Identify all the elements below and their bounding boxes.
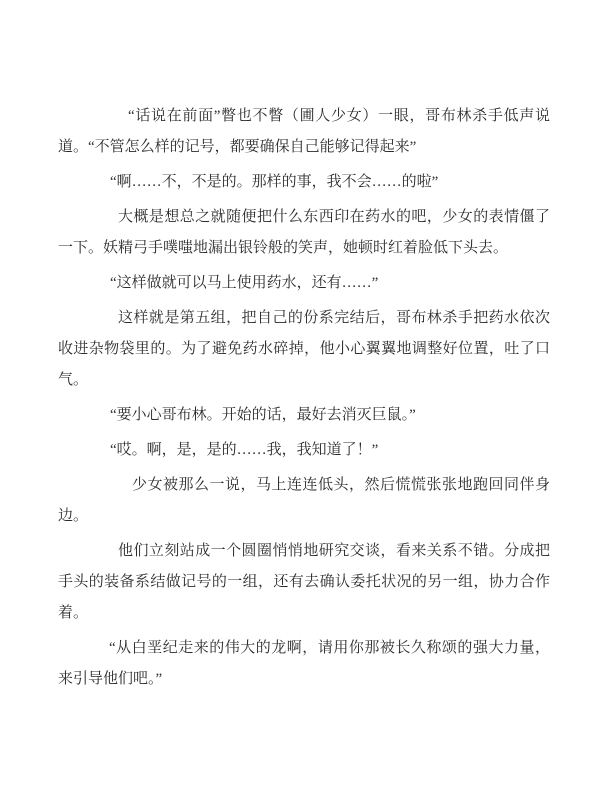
- paragraph: “这样做就可以马上使用药水，还有……”: [110, 275, 379, 291]
- paragraph: 大概是想总之就随便把什么东西印在药水的吧，少女的表情僵了一下。妖精弓手噗嗤地漏出银铃般的笑声，她顿时红着脸低下头去。: [58, 209, 550, 256]
- paragraph: 他们立刻站成一个圆圈悄悄地研究交谈，看来关系不错。分成把手头的装备系结做记号的一组，还有去确认委托状况的另一组，协力合作着。: [58, 543, 550, 621]
- paragraph: 少女被那么一说，马上连连低头，然后慌慌张张地跑回同伴身边。: [58, 477, 550, 524]
- paragraph: “话说在前面”瞥也不瞥（圃人少女）一眼，哥布林杀手低声说道。“不管怎么样的记号，都要确保自己能够记得起来”: [58, 108, 550, 155]
- paragraph: “从白垩纪走来的伟大的龙啊，请用你那被长久称颂的强大力量，来引导他们吧。”: [58, 640, 550, 687]
- novel-text-block: [58, 101, 550, 695]
- paragraph: “啊……不，不是的。那样的事，我不会……的啦”: [110, 174, 439, 190]
- paragraph: “要小心哥布林。开始的话，最好去消灭巨鼠。”: [110, 407, 416, 423]
- paragraph: “哎。啊，是，是的……我，我知道了！”: [110, 442, 379, 458]
- paragraph: 这样就是第五组，把自己的份系完结后，哥布林杀手把药水依次收进杂物袋里的。为了避免药水碎掉，他小心翼翼地调整好位置，吐了口气。: [58, 310, 550, 388]
